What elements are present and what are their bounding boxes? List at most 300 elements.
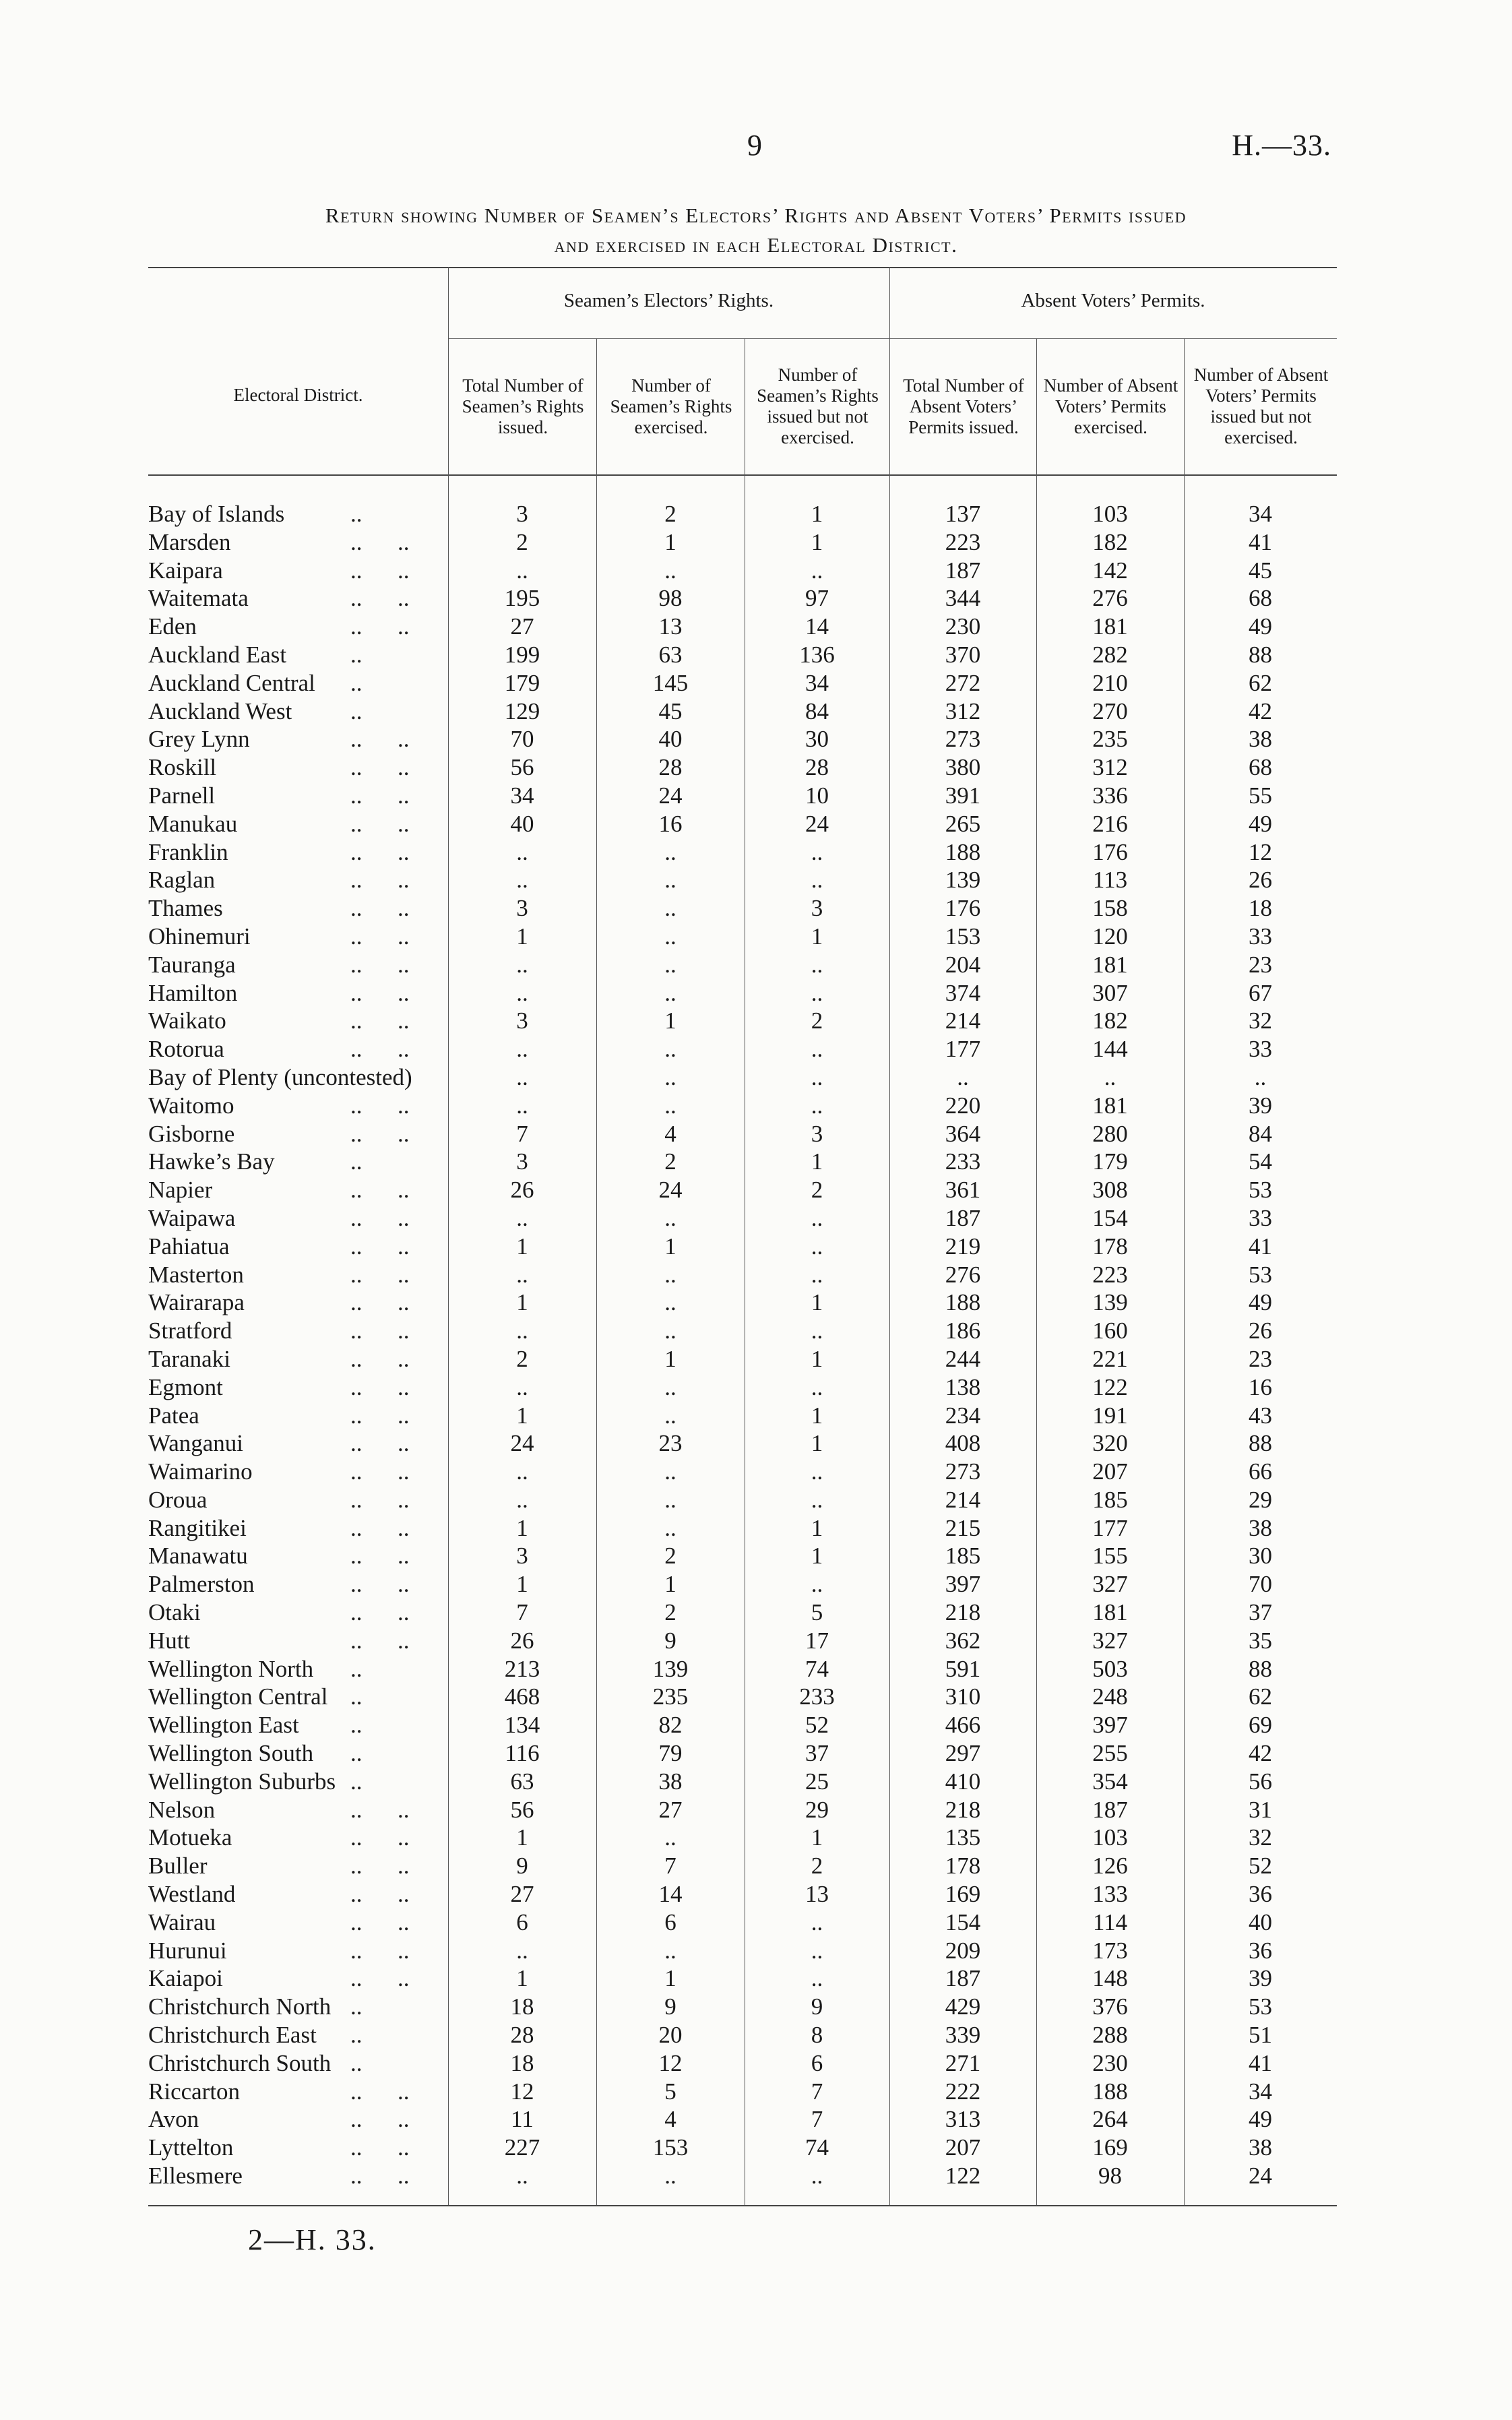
table-cell: 35 [1249,1627,1272,1654]
table-row [148,1429,1337,1458]
table-row [148,1063,1337,1092]
table-cell: .. [811,1063,823,1090]
leader-dots: .. .. [350,1627,410,1654]
table-cell: 53 [1249,1261,1272,1288]
table-cell: 313 [945,2106,981,2133]
table-cell: 68 [1249,754,1272,781]
table-cell: 27 [510,613,534,640]
table-row [148,753,1337,782]
table-cell: 26 [1249,1317,1272,1344]
table-cell: .. [664,1036,676,1063]
table-cell: 214 [945,1486,981,1513]
district-name: Wellington North [148,1655,314,1682]
district-name: Waitomo [148,1092,234,1119]
table-cell: 160 [1092,1317,1128,1344]
header-seamen-not-exercised: Number of Seamen’s Rights issued but not exercised. [757,365,879,447]
table-cell: 84 [1249,1120,1272,1147]
table-cell: .. [811,1092,823,1119]
table-cell: 29 [805,1796,829,1823]
table-cell: 248 [1092,1683,1128,1710]
table-cell: 56 [510,754,534,781]
table-cell: 227 [504,2134,540,2161]
table-row [148,641,1337,669]
leader-dots: .. .. [350,1120,410,1147]
table-cell: 186 [945,1317,981,1344]
leader-dots: .. .. [350,1514,410,1541]
table-row [148,1176,1337,1204]
table-cell: 153 [652,2134,689,2161]
district-name: Stratford [148,1317,232,1344]
table-cell: 410 [945,1768,981,1795]
table-cell: .. [664,1204,676,1231]
district-name: Wellington Central [148,1683,328,1710]
leader-dots: .. .. [350,1177,410,1204]
table-cell: 2 [811,1177,823,1204]
rule-header [148,474,1337,476]
table-row [148,1570,1337,1599]
table-cell: .. [664,895,676,922]
table-cell: 45 [1249,557,1272,584]
table-cell: 66 [1249,1458,1272,1485]
table-cell: 1 [516,1965,528,1992]
table-cell: 344 [945,585,981,612]
table-cell: 178 [945,1853,981,1880]
table-cell: 8 [811,2022,823,2049]
table-cell: 2 [516,528,528,555]
table-cell: 187 [945,557,981,584]
table-cell: 12 [1249,838,1272,865]
district-name: Waimarino [148,1458,253,1485]
table-cell: .. [811,1261,823,1288]
leader-dots: .. .. [350,557,410,584]
table-cell: 28 [805,754,829,781]
table-row [148,2078,1337,2106]
table-cell: 88 [1249,1430,1272,1457]
table-cell: 18 [1249,895,1272,922]
table-row [148,1345,1337,1373]
table-cell: .. [516,1092,528,1119]
table-cell: 18 [510,1993,534,2020]
table-cell: 1 [811,1514,823,1541]
table-cell: 31 [1249,1796,1272,1823]
district-name: Auckland Central [148,669,315,696]
table-cell: 182 [1092,1007,1128,1034]
district-name: Buller [148,1853,208,1880]
table-cell: .. [811,2163,823,2190]
table-cell: .. [1104,1063,1116,1090]
table-cell: 191 [1092,1402,1128,1429]
table-cell: 139 [945,867,981,894]
table-cell: .. [811,1486,823,1513]
table-cell: 74 [805,1655,829,1682]
leader-dots: .. .. [350,2163,410,2190]
table-cell: 53 [1249,1993,1272,2020]
district-name: Waitemata [148,585,249,612]
table-cell: 148 [1092,1965,1128,1992]
table-cell: 32 [1249,1007,1272,1034]
table-cell: .. [516,2163,528,2190]
table-row [148,1148,1337,1176]
leader-dots: .. .. [350,2106,410,2133]
table-cell: 185 [1092,1486,1128,1513]
table-cell: 62 [1249,1683,1272,1710]
table-row [148,1317,1337,1345]
table-cell: .. [811,1937,823,1964]
table-cell: .. [811,1317,823,1344]
district-name: Christchurch North [148,1993,332,2020]
table-row [148,1486,1337,1514]
table-cell: .. [516,1486,528,1513]
leader-dots: .. .. [350,1402,410,1429]
table-cell: 38 [658,1768,683,1795]
table-cell: 1 [811,1289,823,1316]
table-cell: 207 [1092,1458,1128,1485]
table-row [148,1683,1337,1711]
table-row [148,1796,1337,1824]
header-absent-not-exercised: Number of Absent Voters’ Permits issued but not exercised. [1193,365,1329,447]
table-cell: .. [664,2163,676,2190]
table-cell: .. [664,1289,676,1316]
leader-dots: .. .. [350,1036,410,1063]
table-row [148,1402,1337,1430]
table-cell: 181 [1092,951,1128,978]
table-cell: 23 [1249,951,1272,978]
table-cell: 276 [945,1261,981,1288]
title-line-1: Return showing Number of Seamen’s Electors’ Rights and Absent Voters’ Permits issued [325,204,1187,227]
table-cell: 30 [805,726,829,753]
table-cell: 264 [1092,2106,1128,2133]
table-cell: 154 [945,1909,981,1935]
table-cell: 28 [510,2022,534,2049]
table-cell: 20 [658,2022,683,2049]
table-cell: 126 [1092,1853,1128,1880]
table-cell: 1 [664,1233,676,1260]
district-name: Westland [148,1881,236,1908]
table-cell: 49 [1249,1289,1272,1316]
table-cell: 13 [658,613,683,640]
district-name: Eden [148,613,197,640]
table-cell: .. [811,979,823,1006]
table-cell: .. [664,557,676,584]
table-cell: 98 [658,585,683,612]
table-cell: 153 [945,923,981,950]
table-cell: 327 [1092,1571,1128,1598]
table-cell: .. [664,1937,676,1964]
table-cell: .. [811,1965,823,1992]
leader-dots: .. [350,697,363,724]
district-name: Bay of Islands [148,501,285,527]
leader-dots: .. .. [350,923,410,950]
table-cell: 176 [945,895,981,922]
table-cell: 40 [658,726,683,753]
district-name: Christchurch East [148,2022,317,2049]
table-cell: 468 [504,1683,540,1710]
table-cell: 135 [945,1824,981,1851]
table-cell: 374 [945,979,981,1006]
district-name: Rangitikei [148,1514,247,1541]
table-row [148,697,1337,726]
rule-bottom [148,2205,1337,2206]
table-row [148,1937,1337,1965]
table-cell: .. [664,838,676,865]
table-cell: 327 [1092,1627,1128,1654]
table-cell: 116 [505,1740,540,1767]
table-cell: 181 [1092,1092,1128,1119]
table-row [148,2049,1337,2078]
table-cell: 34 [1249,2078,1272,2105]
leader-dots: .. .. [350,782,410,809]
district-name: Roskill [148,754,217,781]
table-cell: 336 [1092,782,1128,809]
table-cell: 14 [805,613,829,640]
table-cell: .. [516,1036,528,1063]
leader-dots: .. .. [350,1824,410,1851]
table-cell: 26 [510,1627,534,1654]
table-row [148,528,1337,557]
table-cell: 9 [664,1993,676,2020]
district-name: Waikato [148,1007,226,1034]
table-cell: 136 [799,641,835,668]
table-cell: 2 [811,1007,823,1034]
table-row [148,500,1337,528]
table-cell: 204 [945,951,981,978]
table-cell: 1 [516,1571,528,1598]
table-row [148,1373,1337,1402]
table-cell: 9 [664,1627,676,1654]
table-cell: 230 [1092,2049,1128,2076]
table-row [148,951,1337,979]
table-cell: 270 [1092,697,1128,724]
table-row [148,1964,1337,1993]
table-cell: 312 [1092,754,1128,781]
table-cell: 361 [945,1177,981,1204]
table-cell: .. [957,1063,969,1090]
table-cell: 41 [1249,2049,1272,2076]
table-cell: .. [811,1373,823,1400]
table-cell: 185 [945,1543,981,1570]
leader-dots: .. [350,669,363,696]
table-title [135,201,1377,260]
table-row [148,1739,1337,1768]
table-cell: 45 [658,697,683,724]
table-cell: 187 [945,1965,981,1992]
leader-dots: .. .. [350,1289,410,1316]
leader-dots: .. .. [350,1345,410,1372]
district-name: Napier [148,1177,213,1204]
table-cell: 188 [1092,2078,1128,2105]
table-cell: 233 [799,1683,835,1710]
table-cell: 273 [945,1458,981,1485]
table-cell: 56 [1249,1768,1272,1795]
table-cell: 320 [1092,1430,1128,1457]
table-cell: .. [516,1373,528,1400]
table-cell: 103 [1092,501,1128,527]
leader-dots: .. .. [350,2078,410,2105]
table-cell: 234 [945,1402,981,1429]
table-cell: 1 [516,923,528,950]
leader-dots: .. .. [350,754,410,781]
table-cell: 70 [510,726,534,753]
table-cell: 49 [1249,613,1272,640]
table-cell: 312 [945,697,981,724]
table-cell: 3 [516,1007,528,1034]
leader-dots: .. .. [350,867,410,894]
table-cell: 244 [945,1345,981,1372]
table-row [148,1711,1337,1739]
table-cell: .. [811,1204,823,1231]
table-cell: .. [516,1261,528,1288]
district-name: Palmerston [148,1571,255,1598]
leader-dots: .. .. [350,2134,410,2161]
table-cell: 155 [1092,1543,1128,1570]
table-row [148,1993,1337,2021]
table-cell: 122 [945,2163,981,2190]
district-name: Lyttelton [148,2134,234,2161]
document-id: H.—33. [1232,129,1331,162]
table-cell: 27 [510,1881,534,1908]
district-name: Ohinemuri [148,923,251,950]
table-cell: 362 [945,1627,981,1654]
table-cell: 1 [664,1965,676,1992]
table-cell: .. [664,979,676,1006]
district-name: Tauranga [148,951,236,978]
table-cell: .. [664,951,676,978]
leader-dots: .. .. [350,1261,410,1288]
table-cell: 134 [504,1712,540,1739]
table-cell: 11 [511,2106,534,2133]
table-cell: 2 [664,1599,676,1626]
district-name: Auckland East [148,641,287,668]
table-cell: 63 [658,641,683,668]
table-cell: 466 [945,1712,981,1739]
table-cell: 1 [664,528,676,555]
leader-dots: .. .. [350,1937,410,1964]
table-row [148,1289,1337,1317]
district-name: Manukau [148,810,238,837]
district-name: Wairau [148,1909,216,1935]
table-cell: 1 [516,1402,528,1429]
group-header-seamen: Seamen’s Electors’ Rights. [563,290,774,311]
table-cell: 62 [1249,669,1272,696]
table-cell: 179 [504,669,540,696]
table-cell: 1 [516,1824,528,1851]
leader-dots: .. .. [350,1233,410,1260]
table-cell: 364 [945,1120,981,1147]
table-cell: .. [664,867,676,894]
table-row [148,613,1337,641]
table-cell: 3 [516,1148,528,1175]
leader-dots: .. [350,1740,363,1767]
table-cell: 282 [1092,641,1128,668]
table-cell: 1 [811,923,823,950]
table-cell: 10 [805,782,829,809]
table-cell: .. [516,1063,528,1090]
table-cell: .. [516,1317,528,1344]
table-cell: 210 [1092,669,1128,696]
table-cell: 397 [945,1571,981,1598]
table-cell: 187 [1092,1796,1128,1823]
table-cell: 6 [811,2049,823,2076]
table-cell: 215 [945,1514,981,1541]
table-cell: 24 [658,782,683,809]
table-cell: 271 [945,2049,981,2076]
table-cell: 18 [510,2049,534,2076]
table-cell: 142 [1092,557,1128,584]
table-row [148,1092,1337,1120]
footer-reference: 2—H. 33. [248,2223,377,2256]
table-row [148,1627,1337,1655]
table-cell: 4 [664,1120,676,1147]
table-cell: 113 [1092,867,1128,894]
table-cell: 1 [664,1007,676,1034]
table-cell: 63 [510,1768,534,1795]
leader-dots: .. [350,2022,363,2049]
table-cell: 3 [516,501,528,527]
district-name: Manawatu [148,1543,248,1570]
table-row [148,1458,1337,1486]
table-cell: 230 [945,613,981,640]
table-cell: 68 [1249,585,1272,612]
table-cell: .. [664,1373,676,1400]
table-row [148,1514,1337,1543]
table-cell: 40 [1249,1909,1272,1935]
table-cell: 179 [1092,1148,1128,1175]
district-name: Taranaki [148,1345,230,1372]
district-name: Wellington East [148,1712,299,1739]
group-header-absent: Absent Voters’ Permits. [1021,290,1205,311]
district-name: Hawke’s Bay [148,1148,275,1175]
table-cell: .. [664,923,676,950]
leader-dots: .. .. [350,1571,410,1598]
table-row [148,894,1337,923]
table-row [148,979,1337,1007]
table-cell: 181 [1092,613,1128,640]
table-row [148,810,1337,838]
district-name: Wairarapa [148,1289,245,1316]
table-cell: .. [811,1458,823,1485]
table-cell: .. [664,1092,676,1119]
table-cell: 216 [1092,810,1128,837]
page-number: 9 [747,129,762,162]
leader-dots: .. [350,641,363,668]
table-cell: 1 [811,528,823,555]
table-cell: 37 [1249,1599,1272,1626]
district-name: Christchurch South [148,2049,332,2076]
table-cell: .. [811,838,823,865]
table-cell: .. [1254,1063,1267,1090]
district-name: Riccarton [148,2078,241,2105]
leader-dots: .. .. [350,585,410,612]
table-cell: 7 [811,2078,823,2105]
table-cell: 33 [1249,923,1272,950]
table-cell: .. [664,1486,676,1513]
table-cell: 2 [664,1148,676,1175]
leader-dots: .. .. [350,979,410,1006]
table-cell: 82 [658,1712,683,1739]
table-cell: 503 [1092,1655,1128,1682]
table-cell: 69 [1249,1712,1272,1739]
table-cell: .. [811,1909,823,1935]
table-cell: 24 [658,1177,683,1204]
table-cell: .. [516,867,528,894]
district-name: Otaki [148,1599,201,1626]
table-cell: 138 [945,1373,981,1400]
district-name: Bay of Plenty (uncontested) [148,1063,412,1090]
table-cell: 9 [811,1993,823,2020]
table-cell: 255 [1092,1740,1128,1767]
table-cell: 169 [945,1881,981,1908]
table-cell: 354 [1092,1768,1128,1795]
